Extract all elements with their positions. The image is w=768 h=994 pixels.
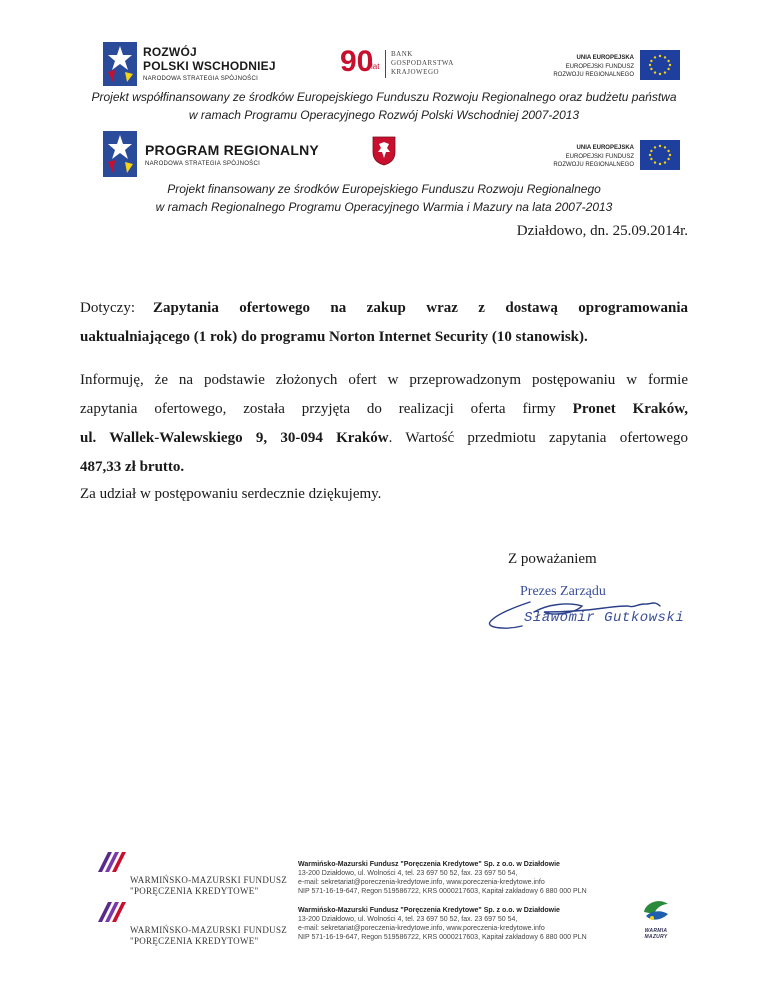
fund-logo-2: [96, 900, 296, 944]
stamp-line-1: Prezes Zarządu: [520, 584, 606, 599]
signature: [478, 592, 678, 634]
rpw-logo: [103, 42, 283, 87]
eu-title-1: UNIA EUROPEJSKA: [576, 55, 634, 61]
fund-chevron-icon: [96, 900, 130, 924]
pr-line1: PROGRAM REGIONALNY: [145, 142, 319, 158]
subject-line-2: [80, 323, 688, 352]
bgk-divider: [385, 50, 386, 78]
subject-line-1: [80, 294, 688, 323]
subject-text-2: uaktualniającego (1 rok) do programu Norton Internet Security (10 stanowisk).: [80, 329, 588, 345]
intro-line-1: Projekt współfinansowany ze środków Europejskiego Funduszu Rozwoju Regionalnego oraz budżetu państwa: [91, 90, 677, 104]
bgk-line1: BANK: [391, 50, 413, 58]
rpw-sub: NARODOWA STRATEGIA SPÓJNOŚCI: [143, 76, 259, 82]
intro-line-2: w ramach Programu Operacyjnego Rozwój Polski Wschodniej 2007-2013: [188, 108, 580, 122]
bgk-sub: lat: [371, 62, 380, 71]
subject-text-1: Zapytania ofertowego na zakup wraz z dostawą oprogramowania: [152, 300, 688, 316]
fund-info-2-email: e-mail: sekretariat@poreczenia-kredytowe.info, www.poreczenia-kredytowe.info: [298, 925, 545, 932]
fund-info-2-registry: NIP 571-16-19-647, Regon 519586722, KRS 0000217603, Kapitał zakładowy 6 880 000 PLN: [298, 934, 587, 941]
para-line-3-text: . Wartość przedmiotu zapytania ofertowego: [388, 430, 688, 446]
eu-line3-1: ROZWOJU REGIONALNEGO: [553, 72, 634, 78]
fund-logo-1: [96, 850, 296, 894]
eu-logo-1: [520, 50, 680, 82]
fund-info-1-title: Warmińsko-Mazurski Fundusz "Poręczenia Kredytowe" Sp. z o.o. w Działdowie: [298, 861, 560, 868]
fund-name-2a: WARMIŃSKO-MAZURSKI FUNDUSZ: [130, 925, 288, 935]
fund-info-1: [298, 860, 587, 896]
fund-info-1-email: e-mail: sekretariat@poreczenia-kredytowe.info, www.poreczenia-kredytowe.info: [298, 879, 545, 886]
eu-line3-2: ROZWOJU REGIONALNEGO: [553, 162, 634, 168]
fund-name-1b: "PORĘCZENIA KREDYTOWE": [130, 886, 259, 896]
subject-label: Dotyczy:: [80, 300, 135, 316]
subject-block: [80, 294, 688, 352]
para-amount: 487,33 zł brutto.: [80, 459, 185, 475]
eu-line2-1: EUROPEJSKI FUNDUSZ: [565, 64, 634, 70]
thanks-line: Za udział w postępowaniu serdecznie dziękujemy.: [80, 486, 382, 502]
bgk-logo: [340, 45, 480, 80]
rpw-star-icon: [103, 42, 137, 86]
para-line-2: [80, 395, 688, 424]
warmia-mazury-label: WARMIA MAZURY: [644, 928, 668, 940]
fund-info-2: [298, 906, 587, 942]
fund-chevron-icon: [96, 850, 130, 874]
para-company: Pronet Kraków,: [572, 401, 689, 417]
fund-info-2-title: Warmińsko-Mazurski Fundusz "Poręczenia Kredytowe" Sp. z o.o. w Działdowie: [298, 907, 560, 914]
bgk-line2: GOSPODARSTWA: [391, 59, 454, 67]
fund-info-2-address: 13-200 Działdowo, ul. Wolności 4, tel. 23 697 50 52, fax. 23 697 50 54,: [298, 916, 518, 923]
main-paragraph: [80, 366, 688, 482]
fund-name-1a: WARMIŃSKO-MAZURSKI FUNDUSZ: [130, 875, 288, 885]
eu-logo-2: [520, 140, 680, 172]
stamp-line-2: Sławomir Gutkowski: [524, 610, 685, 626]
intro2-line-1: Projekt finansowany ze środków Europejskiego Funduszu Rozwoju Regionalnego: [167, 182, 601, 196]
closing: Z poważaniem: [508, 551, 597, 567]
fund-info-1-address: 13-200 Działdowo, ul. Wolności 4, tel. 23 697 50 52, fax. 23 697 50 54,: [298, 870, 518, 877]
para-address: ul. Wallek-Walewskiego 9, 30-094 Kraków: [80, 430, 389, 446]
para-line-2-text: zapytania ofertowego, została przyjęta do realizacji oferta firmy: [80, 401, 556, 417]
program-regional-logo: [103, 131, 343, 179]
pr-star-icon: [103, 131, 137, 177]
rpw-line2: POLSKI WSCHODNIEJ: [143, 59, 276, 73]
eu-flag-icon: [640, 50, 680, 80]
para-line-4: [80, 453, 688, 482]
fund-name-2b: "PORĘCZENIA KREDYTOWE": [130, 936, 259, 946]
rpw-line1: ROZWÓJ: [143, 45, 197, 59]
warmia-mazury-logo: [636, 898, 676, 944]
eu-flag-icon: [640, 140, 680, 170]
warmia-mazury-icon: [640, 898, 672, 926]
para-line-3: [80, 424, 688, 453]
coat-of-arms-icon: [372, 136, 396, 166]
eu-line2-2: EUROPEJSKI FUNDUSZ: [565, 154, 634, 160]
fund-info-1-registry: NIP 571-16-19-647, Regon 519586722, KRS 0000217603, Kapitał zakładowy 6 880 000 PLN: [298, 888, 587, 895]
bgk-number: 90: [340, 45, 374, 78]
bgk-line3: KRAJOWEGO: [391, 68, 440, 76]
pr-sub: NARODOWA STRATEGIA SPÓJNOŚCI: [145, 161, 261, 167]
para-line-1: Informuję, że na podstawie złożonych ofert w przeprowadzonym postępowaniu w formie: [80, 372, 688, 388]
place-date: Działdowo, dn. 25.09.2014r.: [516, 223, 688, 239]
intro2-line-2: w ramach Regionalnego Programu Operacyjnego Warmia i Mazury na lata 2007-2013: [155, 200, 613, 214]
eu-title-2: UNIA EUROPEJSKA: [576, 145, 634, 151]
